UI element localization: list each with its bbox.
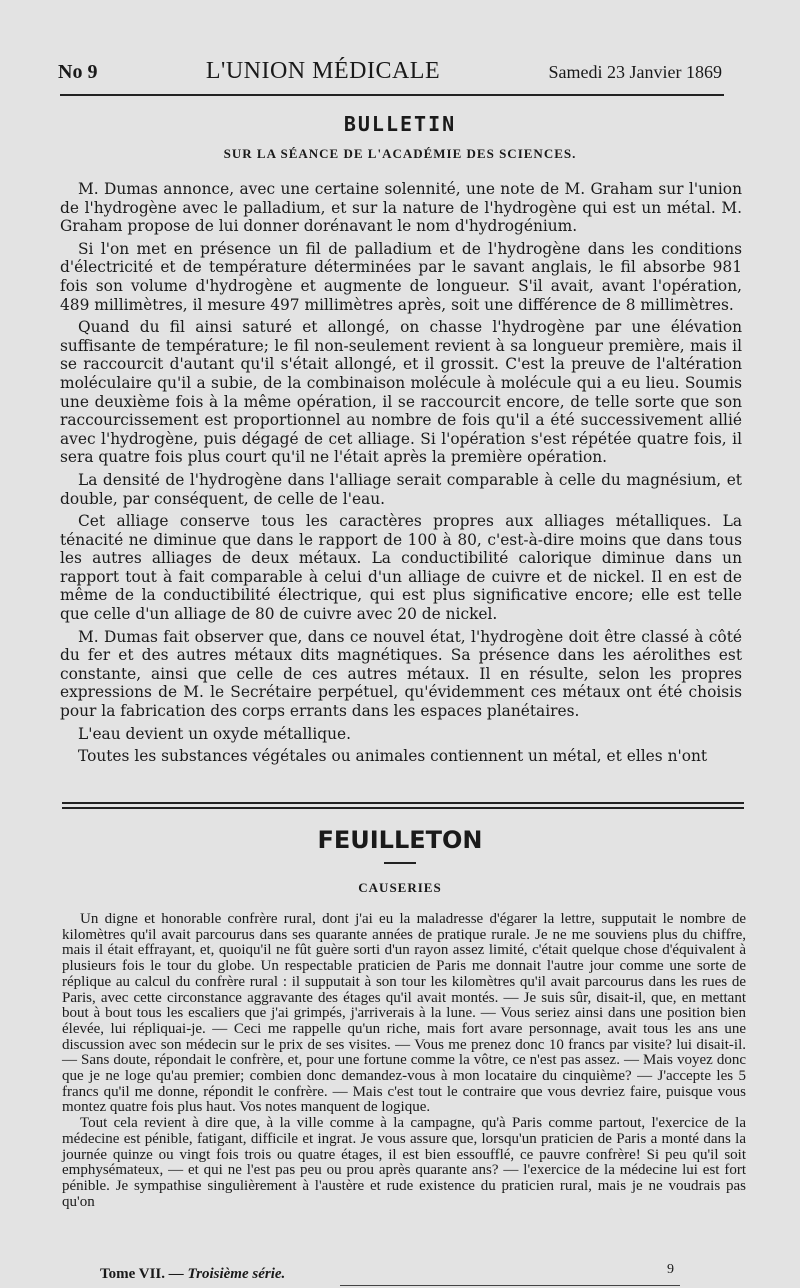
feuilleton-title: FEUILLETON <box>317 826 483 854</box>
issue-date: Samedi 23 Janvier 1869 <box>548 62 722 82</box>
footer-rule <box>340 1285 680 1286</box>
feuilleton-paragraph: Un digne et honorable confrère rural, dont j'ai eu la maladresse d'égarer la lettre, supputait le nombre de kilomètres qu'il avait parcourus dans ses quarante années de pratique rurale. Je ne me souviens plus du chiffre, mais il était effrayant, et, quoiqu'il ne fût guère sorti d'un rayon assez limité, c'était quelque chose d'équivalent à plusieurs fois le tour du globe. Un respectable praticien de Paris me donnait l'autre jour comme une sorte de réplique au calcul du confrère rural : il supputait à son tour les kilomètres qu'il avait parcourus dans les rues de Paris, avec cette circonstance aggravante des étages qu'il avait montés. — Je suis sûr, disait-il, que, en mettant bout à bout tous les escaliers que j'ai grimpés, j'arriverais à la lune. — Vous seriez ainsi dans une position bien élevée, lui répliquai-je. — Ceci me rappelle qu'un riche, mais fort avare personnage, avait tous les ans une discussion avec son médecin sur le prix de ses visites. — Vous me prenez donc 10 francs par visite? lui disait-il. — Sans doute, répondait le confrère, et, pour une fortune comme la vôtre, ce n'est pas assez. — Mais voyez donc que je ne loge qu'au premier; combien donc demandez-vous à mon locataire du cinquième? — J'accepte les 5 francs qu'il me donne, répondit le confrère. — Mais c'est tout le contraire que vous devriez faire, puisque vous montez quatre fois plus haut. Vos notes manquent de logique. <box>62 911 746 1116</box>
page-header <box>58 58 722 85</box>
journal-title: L'UNION MÉDICALE <box>205 58 441 84</box>
feuilleton-paragraph: Tout cela revient à dire que, à la ville comme à la campagne, qu'à Paris comme partout, l'exercice de la médecine est pénible, fatigant, difficile et ingrat. Je vous assure que, lorsqu'un praticien de Paris a monté dans la journée quinze ou vingt fois trois ou quatre étages, il est bien essoufflé, ce pauvre confrère! Si peu qu'il soit emphysémateux, — et qui ne l'est pas peu ou prou après quarante ans? — l'exercice de la médecine lui est fort pénible. Je sympathise singulièrement à l'austère et rude existence du praticien rural, mais je ne voudrais pas qu'on <box>62 1115 746 1210</box>
feuilleton-article <box>62 912 746 1210</box>
bulletin-subtitle: SUR LA SÉANCE DE L'ACADÉMIE DES SCIENCES. <box>223 146 577 161</box>
title-underline <box>384 862 416 864</box>
section-divider <box>62 802 744 809</box>
bulletin-paragraph: Quand du fil ainsi saturé et allongé, on chasse l'hydrogène par une élévation suffisante de température; le fil non-seulement revient à sa longueur première, mais il se raccourcit d'autant qu'il s'était allongé, et il grossit. C'est la preuve de l'altération moléculaire qu'il a subie, de la combinaison molécule à molécule qui a eu lieu. Soumis une deuxième fois à la même opération, il se raccourcit encore, de telle sorte que son raccourcissement est proportionnel au nombre de fois qu'il a été successivement allié avec l'hydrogène, puis dégagé de cet alliage. Si l'opération s'est répétée quatre fois, il sera quatre fois plus court qu'il ne l'était après la première opération. <box>60 318 742 467</box>
bulletin-paragraph: La densité de l'hydrogène dans l'alliage serait comparable à celle du magnésium, et double, par conséquent, de celle de l'eau. <box>60 470 742 508</box>
bulletin-paragraph: M. Dumas fait observer que, dans ce nouvel état, l'hydrogène doit être classé à côté du fer et des autres métaux dits magnétiques. Sa présence dans les aérolithes est constante, ainsi que celle de ces autres métaux. Il en résulte, selon les propres expressions de M. le Secrétaire perpétuel, qu'évidemment ces métaux ont été choisis pour la fabrication des corps errants dans les espaces planétaires. <box>60 627 742 721</box>
bulletin-paragraph: L'eau devient un oxyde métallique. <box>78 724 352 743</box>
issue-number: No 9 <box>58 61 98 83</box>
bulletin-article <box>60 180 742 770</box>
bulletin-paragraph: Toutes les substances végétales ou animales contiennent un métal, et elles n'ont <box>78 747 708 766</box>
bulletin-paragraph: Cet alliage conserve tous les caractères propres aux alliages métalliques. La ténacité ne diminue que dans le rapport de 100 à 80, c'est-à-dire moins que dans tous les autres alliages de deux métaux. La conductibilité calorique diminue dans un rapport tout à fait comparable à celui d'un alliage de cuivre et de nickel. Il en est de même de la conductibilité électrique, qui est plus significative encore; elle est telle que celle d'un alliage de 80 de cuivre avec 20 de nickel. <box>60 512 742 624</box>
bulletin-title: BULLETIN <box>343 112 457 136</box>
page-footer <box>100 1266 285 1283</box>
bulletin-paragraph: M. Dumas annonce, avec une certaine solennité, une note de M. Graham sur l'union de l'hydrogène avec le palladium, et sur la nature de l'hydrogène qui est un métal. M. Graham propose de lui donner dorénavant le nom d'hydrogénium. <box>60 180 742 236</box>
series-label: — Troisième série. <box>168 1266 286 1282</box>
page-folio: 9 <box>667 1262 674 1277</box>
feuilleton-subtitle: CAUSERIES <box>358 880 442 895</box>
header-rule <box>60 94 724 96</box>
bulletin-paragraph: Si l'on met en présence un fil de palladium et de l'hydrogène dans les conditions d'électricité et de température déterminées par le savant anglais, le fil absorbe 981 fois son volume d'hydrogène et augmente de longueur. S'il avait, avant l'opération, 489 millimètres, il mesure 497 millimètres après, soit une différence de 8 millimètres. <box>60 239 742 314</box>
volume-label: Tome VII. <box>100 1266 166 1282</box>
